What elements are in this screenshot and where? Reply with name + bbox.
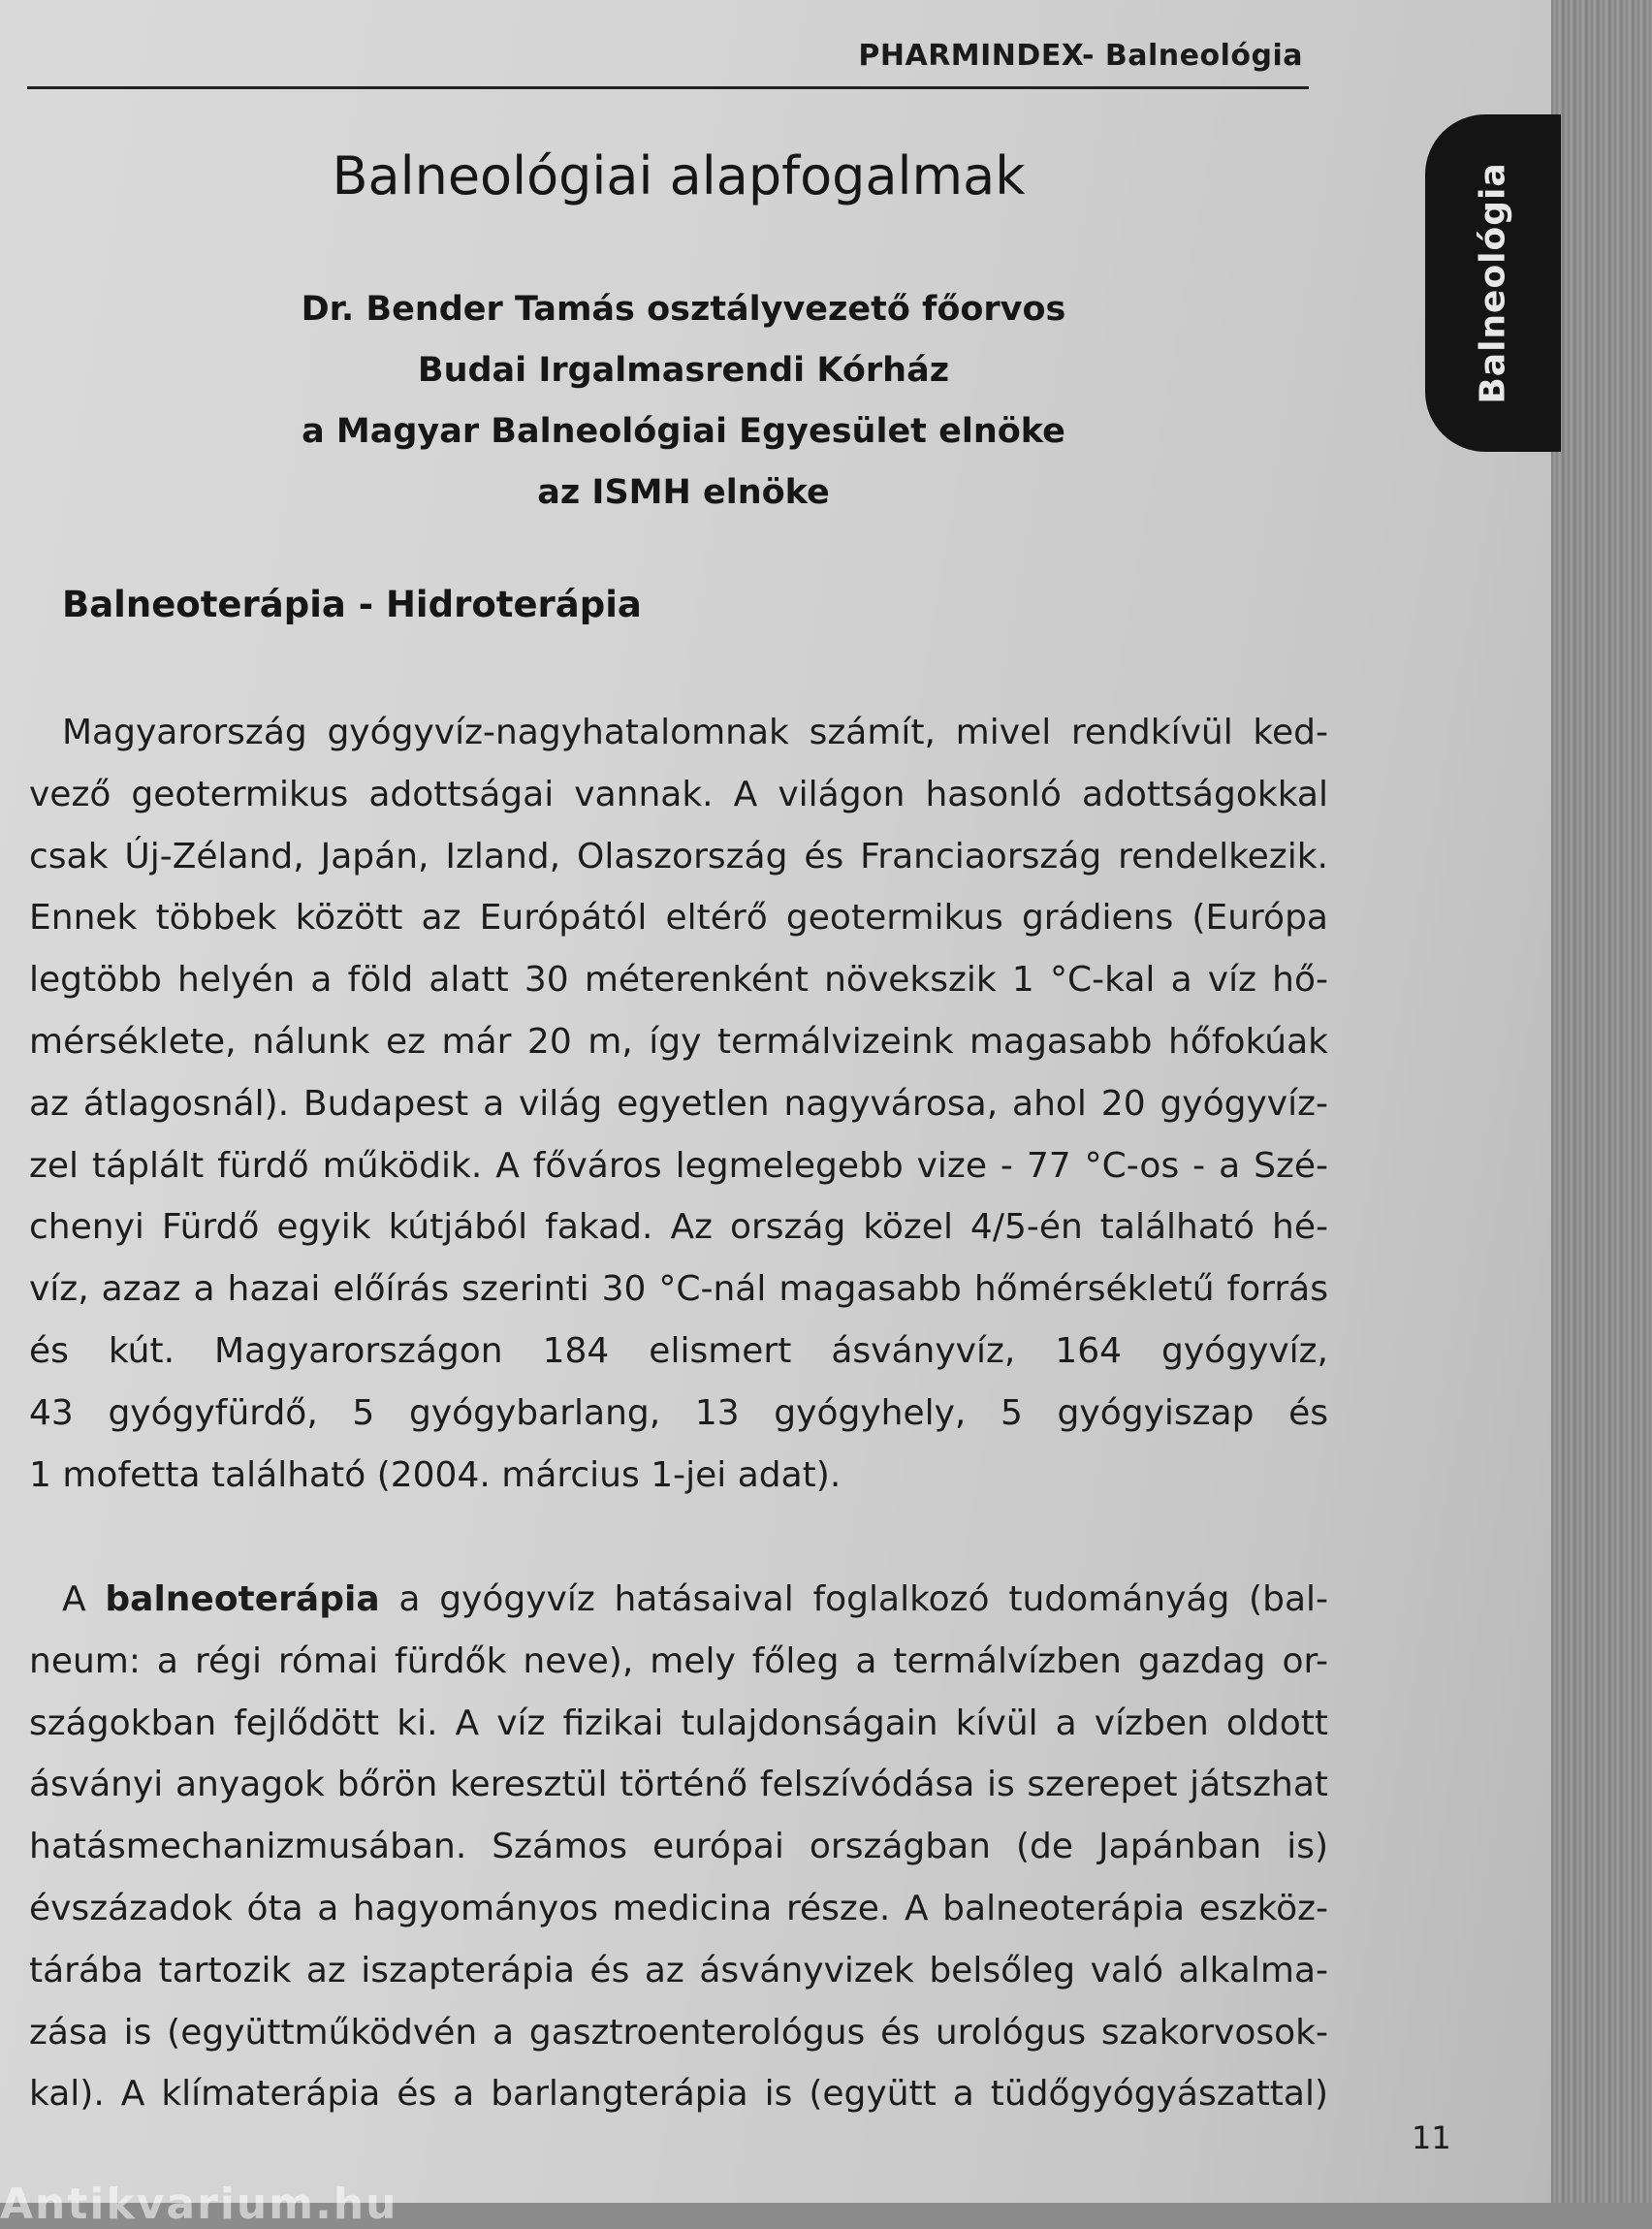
paragraph-2 [29,1569,1328,2125]
text-line: ásványi anyagok bőrön keresztül történő felszívódása is szerepet játszhat [29,1765,1328,1805]
author-line: az ISMH elnöke [537,473,830,512]
text-line: víz, azaz a hazai előírás szerinti 30 °C-nál magasabb hőmérsékletű forrás [29,1269,1328,1310]
text-line: legtöbb helyén a föld alatt 30 méterenként növekszik 1 °C-kal a víz hő- [29,960,1328,1001]
text-line: csak Új-Zéland, Japán, Izland, Olaszország és Franciaország rendelkezik. [29,836,1328,876]
header-rule [27,86,1309,89]
text-line: 1 mofetta található (2004. március 1-jei adat). [29,1454,842,1495]
page-number: 11 [1412,2119,1451,2156]
author-line: Dr. Bender Tamás osztályvezető főorvos [301,290,1066,329]
author-block [0,279,1367,524]
author-line: Budai Irgalmasrendi Kórház [417,351,950,390]
book-gutter [1551,0,1652,2203]
author-line: a Magyar Balneológiai Egyesület elnöke [302,412,1065,451]
article-title: Balneológiai alapfogalmak [332,145,1026,207]
text-line: és kút. Magyarországon 184 elismert ásványvíz, 164 gyógyvíz, [29,1330,1328,1371]
section-side-tab [1425,114,1561,452]
text-line: 43 gyógyfürdő, 5 gyógybarlang, 13 gyógyhely, 5 gyógyiszap és [29,1392,1328,1433]
side-tab-label: Balneológia [1473,162,1513,404]
text-line: vező geotermikus adottságai vannak. A világon hasonló adottságokkal [29,774,1328,814]
text-line: tárába tartozik az iszapterápia és az ásványvizek belsőleg való alkalma- [29,1950,1328,1990]
text-line: szágokban fejlődött ki. A víz fizikai tulajdonságain kívül a vízben oldott [29,1703,1328,1743]
text-line: zása is (együttműködvén a gasztroenterológus és urológus szakorvosok- [29,2012,1328,2053]
text-line: kal). A klímaterápia és a barlangterápia is (együtt a tüdőgyógyászattal) [29,2074,1328,2115]
text-fragment: A [62,1579,106,1619]
watermark: Antikvarium.hu [0,2180,398,2229]
paragraph-1 [29,702,1328,1506]
text-line: Ennek többek között az Európától eltérő geotermikus grádiens (Európa [29,898,1328,939]
text-line: chenyi Fürdő egyik kútjából fakad. Az ország közel 4/5-én található hé- [29,1207,1328,1248]
section-heading: Balneoterápia - Hidroterápia [62,584,642,625]
text-line [29,1569,1328,1631]
text-line: Magyarország gyógyvíz-nagyhatalomnak számít, mivel rendkívül ked- [62,713,1328,752]
text-line: mérséklete, nálunk ez már 20 m, így termálvizeink magasabb hőfokúak [29,1021,1328,1062]
text-fragment: a gyógyvíz hatásaival foglalkozó tudományág (bal- [379,1579,1328,1619]
running-head: PHARMINDEX- Balneológia [858,39,1303,73]
text-line: zel táplált fürdő működik. A főváros legmelegebb vize - 77 °C-os - a Szé- [29,1145,1328,1186]
text-line: az átlagosnál). Budapest a világ egyetlen nagyvárosa, ahol 20 gyógyvíz- [29,1083,1328,1124]
text-line: évszázadok óta a hagyományos medicina része. A balneoterápia eszköz- [29,1888,1328,1928]
text-line: hatásmechanizmusában. Számos európai országban (de Japánban is) [29,1827,1328,1867]
text-line: neum: a régi római fürdők neve), mely főleg a termálvízben gazdag or- [29,1640,1328,1681]
term-balneoterapia: balneoterápia [105,1579,380,1619]
